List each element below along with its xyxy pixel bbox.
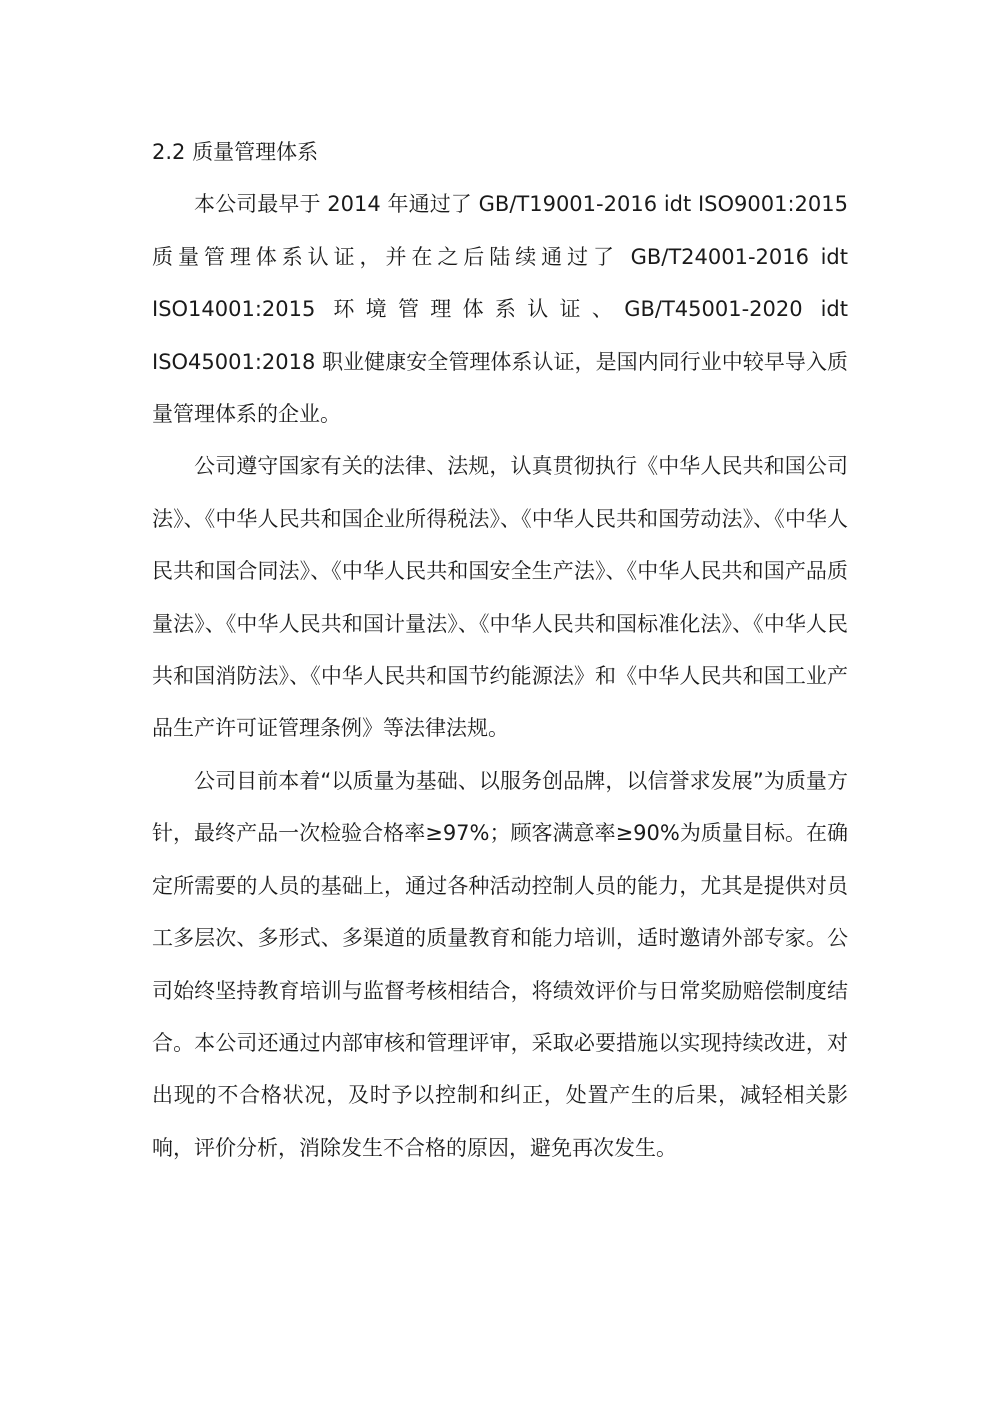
paragraph-laws: 公司遵守国家有关的法律、法规，认真贯彻执行《中华人民共和国公司法》、《中华人民共和国企业所得税法》、《中华人民共和国劳动法》、《中华人民共和国合同法》、《中华人民共和国安全生产法》、《中华人民共和国产品质量法》、《中华人民共和国计量法》、《中华人民共和国标准化法》、《中华人民共和国消防法》、《中华人民共和国节约能源法》和《中华人民共和国工业产品生产许可证管理条例》等法律法规。 — [152, 454, 848, 741]
paragraph-certifications: 本公司最早于 2014 年通过了 GB/T19001-2016 idt ISO9001:2015 质量管理体系认证，并在之后陆续通过了 GB/T24001-2016 idt ISO14001:2015 环境管理体系认证、GB/T45001-2020 idt ISO45001:2018 职业健康安全管理体系认证，是国内同行业中较早导入质量管理体系的企业。 — [152, 192, 848, 427]
paragraph-quality-policy: 公司目前本着“以质量为基础、以服务创品牌，以信誉求发展”为质量方针，最终产品一次检验合格率≥97%；顾客满意率≥90%为质量目标。在确定所需要的人员的基础上，通过各种活动控制人员的能力，尤其是提供对员工多层次、多形式、多渠道的质量教育和能力培训，适时邀请外部专家。公司始终坚持教育培训与监督考核相结合，将绩效评价与日常奖励赔偿制度结合。本公司还通过内部审核和管理评审，采取必要措施以实现持续改进，对出现的不合格状况，及时予以控制和纠正，处置产生的后果，减轻相关影响，评价分析，消除发生不合格的原因，避免再次发生。 — [152, 768, 848, 1160]
section-heading: 2.2 质量管理体系 — [152, 140, 319, 164]
document-body — [152, 126, 848, 1174]
